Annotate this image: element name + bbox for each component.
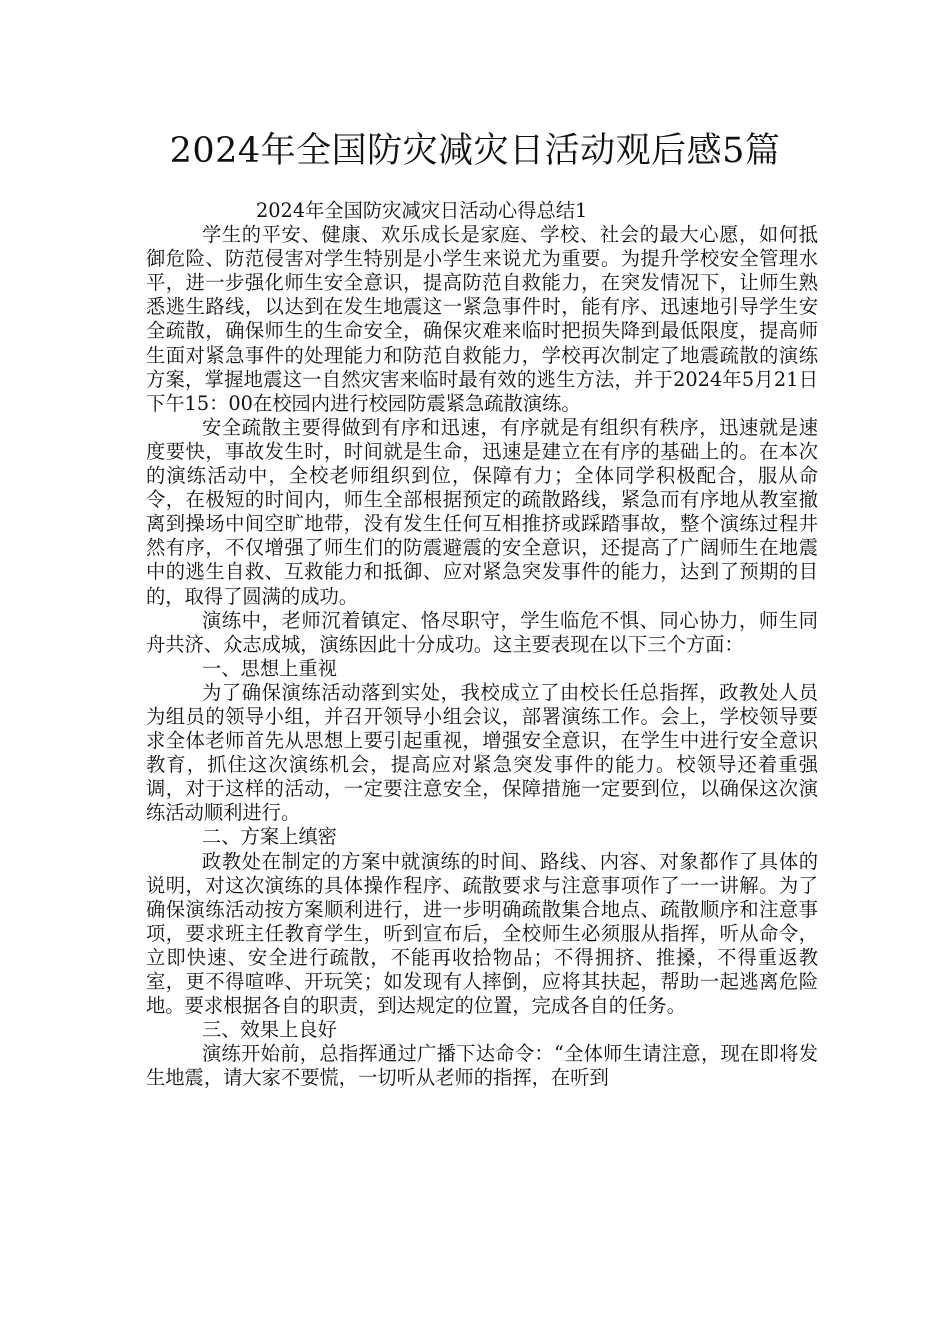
- body-paragraph: 演练开始前，总指挥通过广播下达命令：“全体师生请注意，现在即将发生地震，请大家不要慌，一切听从老师的指挥，在听到: [146, 1042, 818, 1090]
- section-heading: 一、思想上重视: [202, 656, 337, 680]
- document-title: 2024年全国防灾减灾日活动观后感5篇: [169, 131, 781, 171]
- body-paragraph: 政教处在制定的方案中就演练的时间、路线、内容、对象都作了具体的说明，对这次演练的具体操作程序、疏散要求与注意事项作了一一讲解。为了确保演练活动按方案顺利进行，进一步明确疏散集合地点、疏散顺序和注意事项，要求班主任教育学生，听到宣布后，全校师生必须服从指挥，听从命令，立即快速、安全进行疏散，不能再收拾物品；不得拥挤、推搡，不得重返教室，更不得喧哗、开玩笑；如发现有人摔倒，应将其扶起，帮助一起逃离危险地。要求根据各自的职责，到达规定的位置，完成各自的任务。: [146, 849, 818, 1018]
- section-heading: 三、效果上良好: [202, 1018, 337, 1042]
- section-heading: 二、方案上缜密: [202, 825, 337, 849]
- section-subtitle: 2024年全国防灾减灾日活动心得总结1: [256, 199, 588, 222]
- body-paragraph: 演练中，老师沉着镇定、恪尽职守，学生临危不惧、同心协力，师生同舟共济、众志成城，演练因此十分成功。这主要表现在以下三个方面：: [146, 608, 818, 656]
- body-paragraph: 学生的平安、健康、欢乐成长是家庭、学校、社会的最大心愿，如何抵御危险、防范侵害对学生特别是小学生来说尤为重要。为提升学校安全管理水平，进一步强化师生安全意识，提高防范自救能力，在突发情况下，让师生熟悉逃生路线，以达到在发生地震这一紧急事件时，能有序、迅速地引导学生安全疏散，确保师生的生命安全，确保灾难来临时把损失降到最低限度，提高师生面对紧急事件的处理能力和防范自救能力，学校再次制定了地震疏散的演练方案，掌握地震这一自然灾害来临时最有效的逃生方法，并于2024年5月21日下午15：00在校园内进行校园防震紧急疏散演练。: [146, 223, 818, 415]
- document-body: [146, 199, 818, 1090]
- body-paragraph: 安全疏散主要得做到有序和迅速，有序就是有组织有秩序，迅速就是速度要快，事故发生时，时间就是生命，迅速是建立在有序的基础上的。在本次的演练活动中，全校老师组织到位，保障有力；全体同学积极配合，服从命令，在极短的时间内，师生全部根据预定的疏散路线，紧急而有序地从教室撤离到操场中间空旷地带，没有发生任何互相推挤或踩踏事故，整个演练过程井然有序，不仅增强了师生们的防震避震的安全意识，还提高了广阔师生在地震中的逃生自救、互救能力和抵御、应对紧急突发事件的能力，达到了预期的目的，取得了圆满的成功。: [146, 415, 818, 608]
- body-paragraph: 为了确保演练活动落到实处，我校成立了由校长任总指挥，政教处人员为组员的领导小组，并召开领导小组会议，部署演练工作。会上，学校领导要求全体老师首先从思想上要引起重视，增强安全意识，在学生中进行安全意识教育，抓住这次演练机会，提高应对紧急突发事件的能力。校领导还着重强调，对于这样的活动，一定要注意安全，保障措施一定要到位，以确保这次演练活动顺利进行。: [146, 680, 818, 825]
